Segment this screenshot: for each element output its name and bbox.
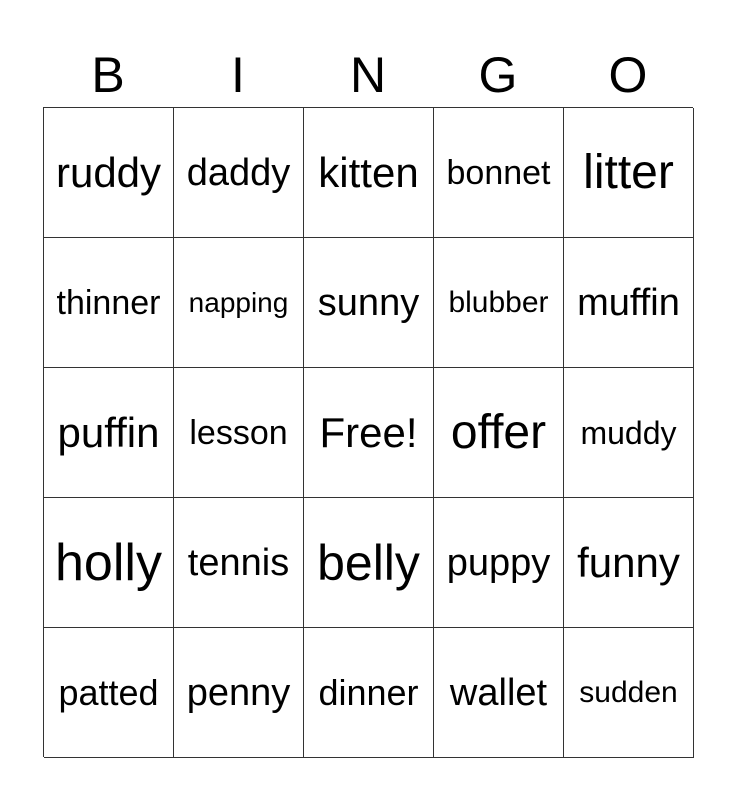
bingo-cell[interactable]: offer <box>434 368 564 498</box>
bingo-header <box>43 44 693 106</box>
bingo-cell[interactable]: holly <box>44 498 174 628</box>
bingo-cell[interactable]: muddy <box>564 368 694 498</box>
bingo-board <box>43 107 693 757</box>
bingo-cell[interactable]: penny <box>174 628 304 758</box>
bingo-cell[interactable]: funny <box>564 498 694 628</box>
bingo-cell[interactable]: blubber <box>434 238 564 368</box>
bingo-cell[interactable]: patted <box>44 628 174 758</box>
bingo-cell[interactable]: puffin <box>44 368 174 498</box>
bingo-cell[interactable]: daddy <box>174 108 304 238</box>
bingo-cell[interactable]: bonnet <box>434 108 564 238</box>
bingo-cell[interactable]: lesson <box>174 368 304 498</box>
bingo-cell[interactable]: muffin <box>564 238 694 368</box>
bingo-cell[interactable]: belly <box>304 498 434 628</box>
bingo-cell[interactable]: ruddy <box>44 108 174 238</box>
bingo-cell[interactable]: thinner <box>44 238 174 368</box>
free-space-cell[interactable]: Free! <box>304 368 434 498</box>
bingo-cell[interactable]: napping <box>174 238 304 368</box>
header-letter-n: N <box>349 47 387 103</box>
header-letter-b: B <box>91 47 125 103</box>
header-letter-g: G <box>478 47 518 103</box>
header-letter-o: O <box>608 47 648 103</box>
bingo-cell[interactable]: sunny <box>304 238 434 368</box>
bingo-cell[interactable]: tennis <box>174 498 304 628</box>
header-letter-i: I <box>231 47 245 103</box>
bingo-cell[interactable]: kitten <box>304 108 434 238</box>
bingo-cell[interactable]: dinner <box>304 628 434 758</box>
bingo-cell[interactable]: litter <box>564 108 694 238</box>
bingo-cell[interactable]: puppy <box>434 498 564 628</box>
bingo-cell[interactable]: sudden <box>564 628 694 758</box>
bingo-cell[interactable]: wallet <box>434 628 564 758</box>
